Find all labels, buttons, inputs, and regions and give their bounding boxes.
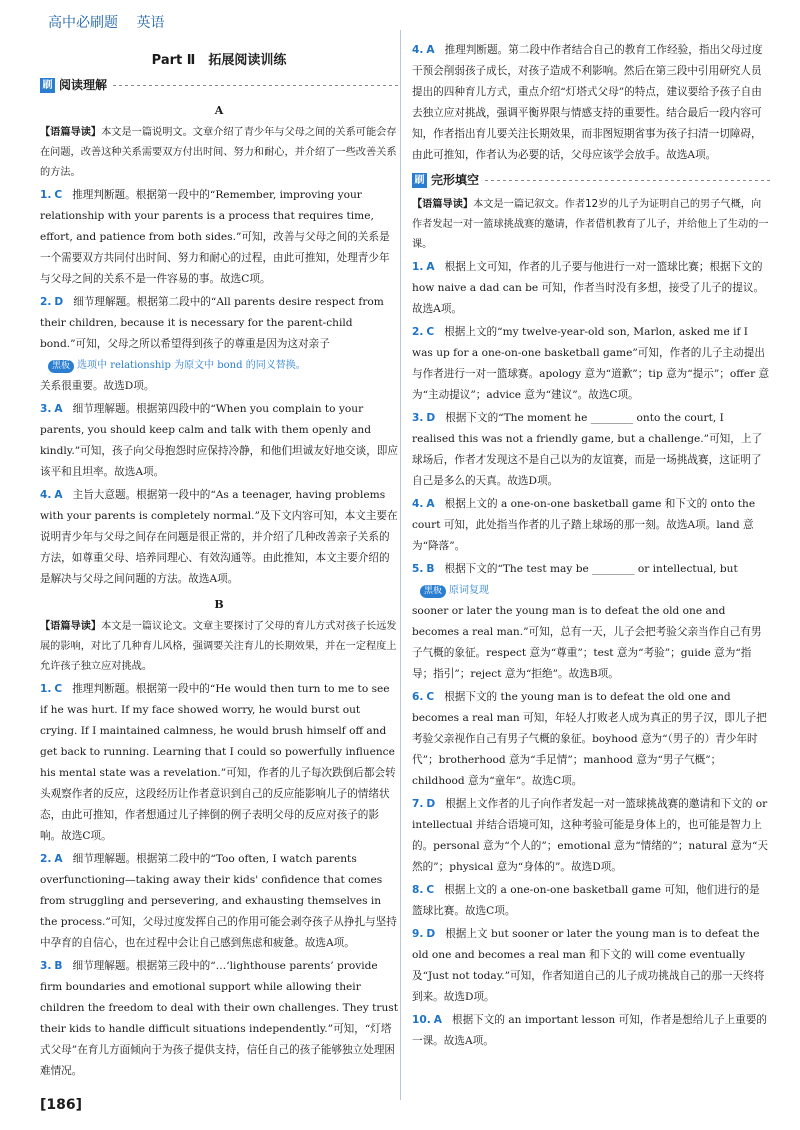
part-title: Part Ⅱ 拓展阅读训练 bbox=[151, 53, 287, 68]
reading-title: 阅读理解 bbox=[59, 78, 108, 92]
question-number: 2. bbox=[40, 853, 52, 865]
cloze-title: 完形填空 bbox=[431, 173, 480, 187]
question-number: 3. bbox=[40, 403, 52, 415]
cloze-guide bbox=[412, 195, 770, 255]
page-number-value: 186 bbox=[46, 1097, 76, 1113]
answer-item bbox=[40, 679, 398, 847]
explanation-continued: sooner or later the young man is to defeat the old one and becomes a real man.”可知，总有一天，儿子会把考验父亲当作自己有男子气概的象征。respect 意为“尊重”；test 意为“考验”；guide 意为“指导；指引”；reject 意为“拒绝”。故选B项。 bbox=[412, 605, 762, 680]
answer-letter: C bbox=[426, 884, 435, 896]
answer-letter: C bbox=[426, 326, 435, 338]
guide-text: 本文是一篇说明文。文章介绍了青少年与父母之间的关系可能会存在问题，改善这种关系需要双方付出时间、努力和耐心，并介绍了一些改善关系的方法。 bbox=[40, 127, 397, 178]
explanation: 根据上文作者的儿子向作者发起一对一篮球挑战赛的邀请和下文的 or intellectual 并结合语境可知，这种考验可能是身体上的，也可能是智力上的。personal 意为“个人的”；emotional 意为“情绪的”；natural 意为“天然的”；physical 意为“身体的”。故选D项。 bbox=[412, 798, 768, 873]
guide-text: 本文是一篇记叙文。作者12岁的儿子为证明自己的男子气概，向作者发起一对一篮球挑战赛的邀请，作者借机教育了儿子，并给他上了生动的一课。 bbox=[412, 199, 769, 250]
explanation: 根据下文的“The test may be ________ or intellectual, but bbox=[444, 563, 738, 575]
section-icon: 刷 bbox=[412, 173, 427, 188]
guide-text: 本文是一篇议论文。文章主要探讨了父母的育儿方式对孩子长远发展的影响，对比了几种育儿风格，强调要关注育儿的长期效果，并在一定程度上允许孩子独立应对挑战。 bbox=[40, 621, 397, 672]
explanation: 根据下文的 the young man is to defeat the old one and becomes a real man 可知，年轻人打败老人成为真正的男子汉，即儿子把考验父亲视作自己有男子气概的象征。boyhood 意为“（男子的）青少年时代”；brotherhood 意为“手足情”；manhood 意为“男子气概”；childhood 意为“童年”。故选C项。 bbox=[412, 691, 767, 787]
explanation: 根据上文的“my twelve-year-old son, Marlon, asked me if I was up for a one-on-one basketball game”可知，作者的儿子主动提出与作者进行一对一篮球赛。apology 意为“道歉”；tip 意为“提示”；offer 意为“主动提议”；advice 意为“建议”。故选C项。 bbox=[412, 326, 770, 401]
explanation: 根据上文的 a one-on-one basketball game 可知，他们进行的是篮球比赛。故选C项。 bbox=[412, 884, 760, 917]
question-number: 4. bbox=[40, 489, 52, 501]
explanation: 主旨大意题。根据第一段中的“As a teenager, having problems with your parents is completely normal.”及下文内容可知，本文主要在说明青少年与父母之间存在问题是很正常的，并介绍了几种改善亲子关系的方法，如尊重父母、培养同理心、有效沟通等。由此推知，本文主要介绍的是解决与父母之间问题的方法。故选A项。 bbox=[40, 489, 398, 585]
answer-item bbox=[40, 485, 398, 590]
series-name: 高中必刷题 bbox=[48, 15, 118, 31]
answer-item bbox=[40, 956, 398, 1082]
guide-label: 【语篇导读】 bbox=[412, 199, 474, 210]
question-number: 9. bbox=[412, 928, 424, 940]
question-number: 7. bbox=[412, 798, 424, 810]
answer-item bbox=[412, 494, 770, 557]
page-number: [186] bbox=[40, 1097, 83, 1113]
passage-b-guide bbox=[40, 617, 398, 677]
answer-letter: C bbox=[54, 683, 63, 695]
passage-a-label: A bbox=[214, 104, 224, 117]
answer-letter: C bbox=[54, 189, 63, 201]
answer-item bbox=[412, 257, 770, 320]
explanation: 根据上文 but sooner or later the young man is to defeat the old one and becomes a real man 和下文的 will come eventually 及“Just not today.”可知，作者知道自己的儿子成功挑战自己的那一天终将到来。故选D项。 bbox=[412, 928, 765, 1003]
blackboard-note bbox=[48, 355, 398, 376]
question-number: 6. bbox=[412, 691, 424, 703]
answer-letter: A bbox=[54, 403, 63, 415]
explanation-continued: 关系很重要。故选D项。 bbox=[40, 380, 155, 392]
answer-letter: B bbox=[54, 960, 63, 972]
passage-a-guide bbox=[40, 123, 398, 183]
answer-letter: B bbox=[426, 563, 435, 575]
explanation: 细节理解题。根据第四段中的“When you complain to your parents, you should keep calm and talk with them openly and kindly.”可知，孩子向父母抱怨时应保持冷静，和他们坦诚友好地交谈，即应该平和且坦率。故选A项。 bbox=[40, 403, 398, 478]
guide-label: 【语篇导读】 bbox=[40, 621, 102, 632]
question-number: 4. bbox=[412, 498, 424, 510]
explanation: 细节理解题。根据第三段中的“…‘lighthouse parents’ provide firm boundaries and emotional support while allowing their children the freedom to deal with their own challenges. They trust their kids to handle difficult situations independently.”可知，“灯塔式父母”在育儿方面倾向于为孩子提供支持，信任自己的孩子能够独立处理困难情况。 bbox=[40, 960, 398, 1077]
reading-section-title bbox=[40, 75, 398, 96]
explanation: 根据上文可知，作者的儿子要与他进行一对一篮球比赛；根据下文的 how naive a dad can be 可知，作者当时没有多想，接受了儿子的提议。故选A项。 bbox=[412, 261, 765, 315]
question-number: 10. bbox=[412, 1014, 431, 1026]
answer-item bbox=[40, 849, 398, 954]
explanation: 根据上文的 a one-on-one basketball game 和下文的 onto the court 可知，此处指当作者的儿子踏上球场的那一刻。故选A项。land 意为“降落”。 bbox=[412, 498, 756, 552]
answer-item bbox=[412, 880, 770, 922]
blackboard-icon: 黑板 bbox=[48, 360, 74, 373]
answer-item bbox=[412, 559, 770, 685]
question-number: 1. bbox=[412, 261, 424, 273]
answer-letter: D bbox=[426, 928, 436, 940]
answer-item bbox=[412, 687, 770, 792]
question-number: 4. bbox=[412, 44, 424, 56]
answer-item bbox=[412, 924, 770, 1008]
guide-label: 【语篇导读】 bbox=[40, 127, 102, 138]
explanation: 细节理解题。根据第二段中的“Too often, I watch parents overfunctioning—taking away their kids' confidence that comes from struggling and persevering, and exhausting themselves in the process.”可知，父母过度发挥自己的作用可能会剥夺孩子从挣扎与坚持中孕育的自信心，也在过程中会让自己感到焦虑和疲惫。故选A项。 bbox=[40, 853, 397, 949]
dotted-divider bbox=[485, 180, 770, 181]
answer-letter: D bbox=[426, 798, 436, 810]
answer-letter: A bbox=[426, 261, 435, 273]
section-icon: 刷 bbox=[40, 78, 55, 93]
question-number: 2. bbox=[412, 326, 424, 338]
question-number: 3. bbox=[40, 960, 52, 972]
question-number: 1. bbox=[40, 683, 52, 695]
answer-item bbox=[40, 185, 398, 290]
right-column bbox=[412, 38, 770, 1054]
answer-item bbox=[412, 794, 770, 878]
column-divider bbox=[400, 30, 401, 1100]
answer-item bbox=[412, 408, 770, 492]
answer-item bbox=[412, 40, 770, 166]
answer-letter: A bbox=[426, 44, 435, 56]
answer-letter: A bbox=[54, 489, 63, 501]
answer-item bbox=[40, 399, 398, 483]
left-column bbox=[40, 38, 398, 1084]
explanation: 根据下文的 an important lesson 可知，作者是想给儿子上重要的一课。故选A项。 bbox=[412, 1014, 767, 1047]
explanation: 推理判断题。第二段中作者结合自己的教育工作经验，指出父母过度干预会削弱孩子成长，对孩子造成不利影响。然后在第三段中引用研究人员提出的四种育儿方式，重点介绍“灯塔式父母”的特点，建议要给予孩子自由去独立应对挑战，强调平衡界限与情感支持的重要性。结合最后一段内容可知，作者指出育儿要关注长期效果，而非图短期省事为孩子扫清一切障碍，由此可推知，作者认为必要的话，父母应该学会放手。故选A项。 bbox=[412, 44, 763, 161]
answer-item bbox=[412, 1010, 770, 1052]
explanation: 根据下文的“The moment he ________ onto the court, I realised this was not a friendly game, but a challenge.”可知，上了球场后，作者才发现这不是自己以为的友谊赛，而是一场挑战赛，这证明了自己是多么的天真。故选D项。 bbox=[412, 412, 763, 487]
answer-letter: A bbox=[433, 1014, 442, 1026]
note-text: 选项中 relationship 为原文中 bond 的同义替换。 bbox=[77, 360, 306, 371]
dotted-divider bbox=[113, 85, 398, 86]
cloze-section-title bbox=[412, 170, 770, 191]
answer-letter: D bbox=[54, 296, 64, 308]
question-number: 1. bbox=[40, 189, 52, 201]
question-number: 2. bbox=[40, 296, 52, 308]
explanation: 推理判断题。根据第一段中的“He would then turn to me to see if he was hurt. If my face showed worry, he would burst out crying. If I maintained calmness, he would brush himself off and get back to running. Learning that I could so powerfully influence his mental state was a revelation.”可知，作者的儿子每次跌倒后都会转头观察作者的反应，这段经历让作者意识到自己的反应能影响儿子的情绪状态，由此可推知，作者想通过儿子摔倒的例子表明父母的反应对孩子的影响。故选C项。 bbox=[40, 683, 396, 842]
answer-letter: D bbox=[426, 412, 436, 424]
question-number: 5. bbox=[412, 563, 424, 575]
question-number: 3. bbox=[412, 412, 424, 424]
subject-name: 英语 bbox=[136, 15, 165, 31]
question-number: 8. bbox=[412, 884, 424, 896]
answer-letter: C bbox=[426, 691, 435, 703]
blackboard-icon: 黑板 bbox=[420, 585, 446, 598]
answer-item bbox=[412, 322, 770, 406]
answer-letter: A bbox=[426, 498, 435, 510]
explanation: 细节理解题。根据第二段中的“All parents desire respect from their children, because it is necessary for the parent-child bond.”可知，父母之所以希望得到孩子的尊重是因为这对亲子 bbox=[40, 296, 384, 350]
blackboard-note bbox=[420, 580, 770, 601]
answer-item bbox=[40, 292, 398, 397]
answer-letter: A bbox=[54, 853, 63, 865]
explanation: 推理判断题。根据第一段中的“Remember, improving your relationship with your parents is a process that requires time, effort, and patience from both sides.”可知，改善与父母之间的关系是一个需要双方共同付出时间、努力和耐心的过程，由此可推知，处理青少年与父母之间的关系不是一件容易的事。故选C项。 bbox=[40, 189, 390, 285]
note-text: 原词复现 bbox=[449, 585, 490, 596]
page-header bbox=[48, 12, 178, 32]
passage-b-label: B bbox=[214, 598, 224, 611]
